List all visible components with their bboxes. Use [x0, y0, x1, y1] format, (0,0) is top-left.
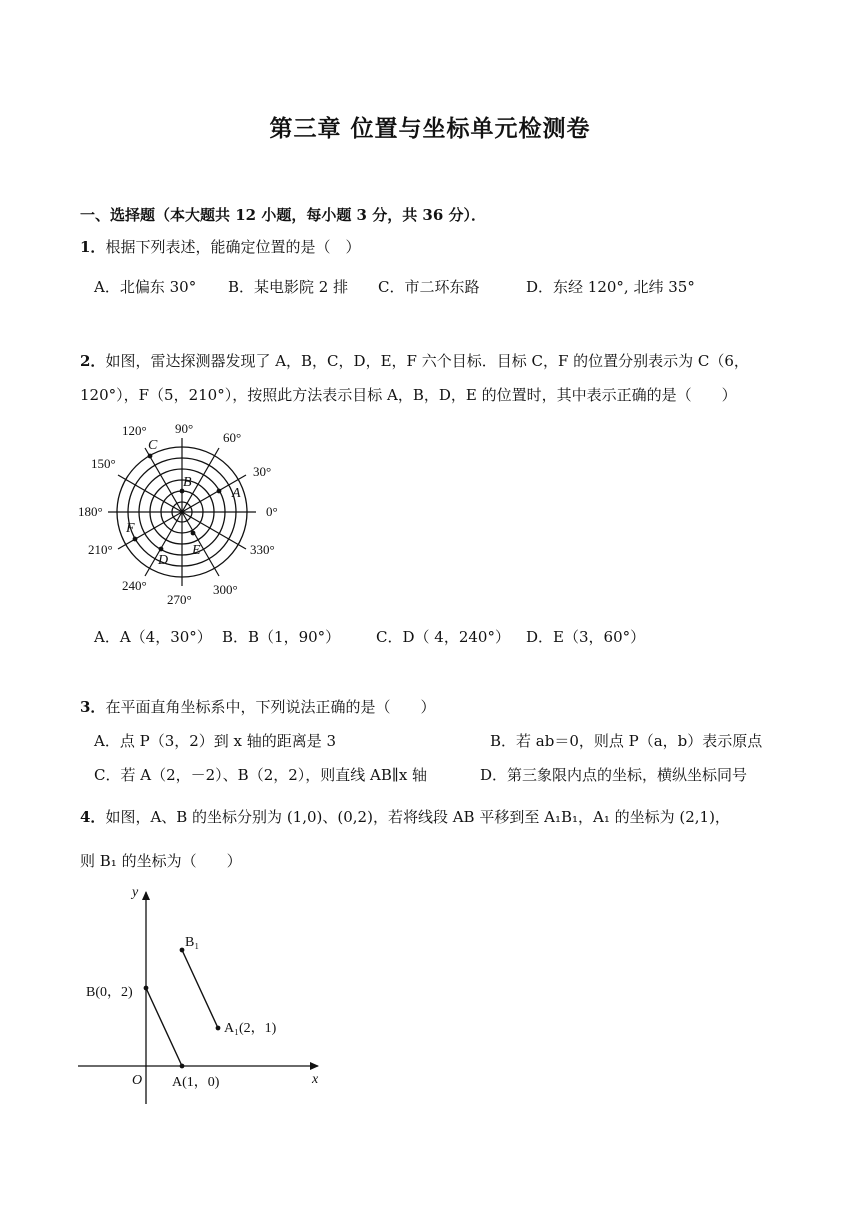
q2-option-c: C．D（ 4，240°） — [376, 628, 510, 646]
angle-label-120: 120° — [122, 423, 147, 438]
label-d: D — [158, 553, 169, 568]
question-1 — [80, 236, 360, 257]
question-3 — [80, 696, 435, 717]
q3-option-c: C．若 A（2，－2）、B（2，2），则直线 AB∥x 轴 — [94, 766, 428, 784]
label-b1: B₁ — [185, 935, 200, 950]
question-stem: 如图，A、B 的坐标分别为 (1,0)、(0,2)，若将线段 AB 平移到至 A₁B₁，A₁ 的坐标为 (2,1)， — [105, 808, 730, 826]
q1-option-c: C．市二环东路 — [378, 278, 480, 296]
question-number: 2． — [80, 352, 106, 370]
angle-label-150: 150° — [91, 456, 116, 471]
origin-label: O — [132, 1073, 143, 1088]
radar-figure — [78, 418, 288, 610]
label-c: C — [148, 438, 158, 453]
point-b — [144, 986, 149, 991]
question-4-line-2: 则 B₁ 的坐标为（ ） — [80, 852, 242, 870]
q2-option-a: A．A（4，30°） — [94, 628, 212, 646]
angle-label-90: 90° — [175, 421, 194, 436]
q1-option-b: B．某电影院 2 排 — [228, 278, 349, 296]
label-f: F — [126, 521, 135, 536]
point-f — [133, 537, 138, 542]
label-a: A(1，0) — [172, 1075, 220, 1090]
point-a1 — [216, 1026, 221, 1031]
segment-ab — [146, 988, 182, 1066]
q3-option-d: D．第三象限内点的坐标，横纵坐标同号 — [480, 766, 748, 784]
angle-label-180: 180° — [78, 504, 103, 519]
label-b: B(0，2) — [86, 985, 133, 1000]
point-b1 — [180, 948, 185, 953]
q1-option-a: A．北偏东 30° — [94, 278, 197, 296]
q3-option-a: A．点 P（3，2）到 x 轴的距离是 3 — [94, 732, 337, 750]
label-e: E — [192, 543, 201, 558]
question-stem: 在平面直角坐标系中，下列说法正确的是（ ） — [105, 698, 436, 716]
section-heading: 一、选择题（本大题共 12 小题，每小题 3 分，共 36 分）． — [80, 206, 487, 224]
label-a: A — [232, 486, 241, 501]
angle-label-210: 210° — [88, 542, 113, 557]
question-number: 3． — [80, 698, 106, 716]
point-a — [217, 489, 222, 494]
coordinate-figure — [78, 880, 338, 1110]
point-a — [180, 1064, 185, 1069]
question-2-line-1 — [80, 350, 749, 371]
q1-option-d: D．东经 120°, 北纬 35° — [526, 278, 695, 296]
angle-label-0: 0° — [266, 504, 278, 519]
angle-label-240: 240° — [122, 578, 147, 593]
question-4-line-1 — [80, 806, 730, 827]
x-axis-label: x — [312, 1072, 319, 1087]
label-a1: A₁(2，1) — [224, 1021, 277, 1036]
question-stem: 如图，雷达探测器发现了 A，B，C，D，E，F 六个目标．目标 C，F 的位置分别表示为 C（6， — [105, 352, 749, 370]
angle-label-30: 30° — [253, 464, 272, 479]
question-2-line-2: 120°），F（5，210°），按照此方法表示目标 A，B，D，E 的位置时，其中表示正确的是（ ） — [80, 386, 737, 404]
question-number: 1． — [80, 238, 106, 256]
q2-option-b: B．B（1，90°） — [222, 628, 341, 646]
angle-label-270: 270° — [167, 592, 192, 607]
radar-rays — [108, 438, 256, 586]
angle-label-60: 60° — [223, 430, 242, 445]
point-d — [159, 547, 164, 552]
question-stem: 根据下列表述，能确定位置的是（ ） — [105, 238, 361, 256]
q2-option-d: D．E（3，60°） — [526, 628, 646, 646]
label-b: B — [183, 475, 192, 490]
question-number: 4． — [80, 808, 106, 826]
point-c — [148, 454, 153, 459]
angle-label-330: 330° — [250, 542, 275, 557]
segment-a1b1 — [182, 950, 218, 1028]
page-title: 第三章 位置与坐标单元检测卷 — [269, 115, 591, 142]
angle-label-300: 300° — [213, 582, 238, 597]
y-axis-label: y — [132, 885, 139, 900]
point-e — [191, 531, 196, 536]
q3-option-b: B．若 ab＝0，则点 P（a，b）表示原点 — [490, 732, 763, 750]
